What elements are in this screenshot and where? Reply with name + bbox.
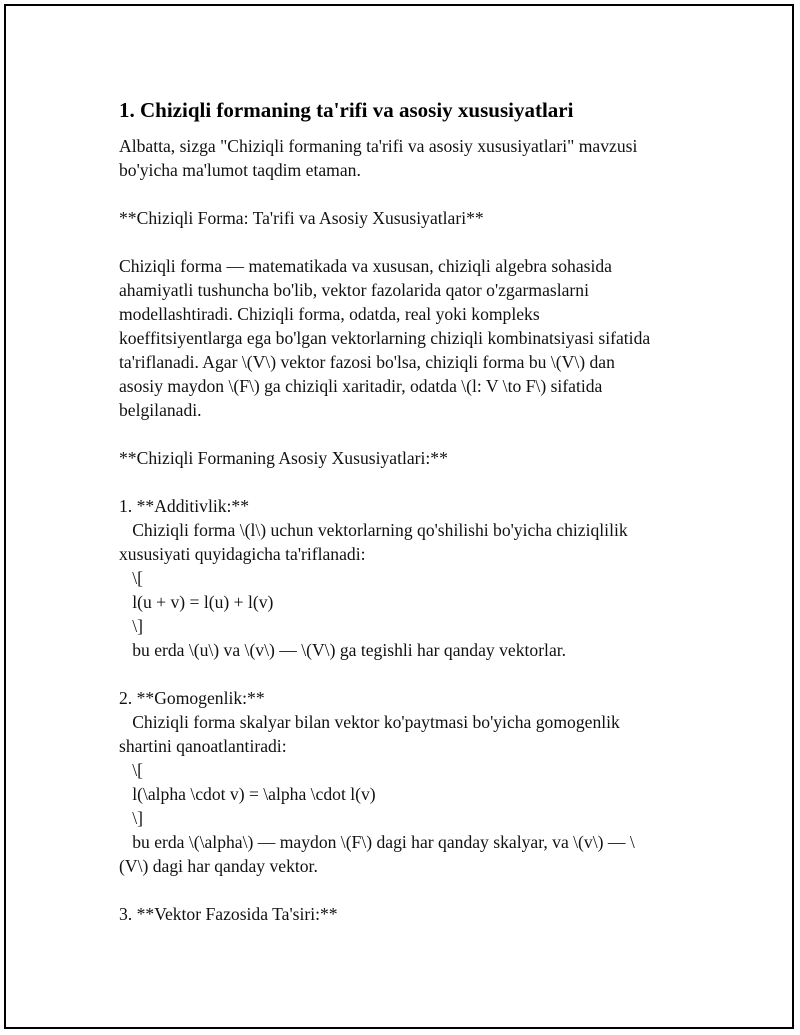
text-line: asosiy maydon \(F\) ga chiziqli xaritadir, odatda \(l: V \to F\) sifatida <box>119 376 603 396</box>
document-title: 1. Chiziqli formaning ta'rifi va asosiy xususiyatlari <box>119 98 574 122</box>
text-line: modellashtiradi. Chiziqli forma, odatda, real yoki kompleks <box>119 304 540 324</box>
blank-line <box>119 470 689 494</box>
text-line: Chiziqli forma — matematikada va xususan, chiziqli algebra sohasida <box>119 256 612 276</box>
section-heading: **Chiziqli Formaning Asosiy Xususiyatlari:** <box>119 448 448 468</box>
text-line: Chiziqli forma skalyar bilan vektor ko'paytmasi bo'yicha gomogenlik <box>119 712 620 732</box>
formula-delimiter: \] <box>119 808 143 828</box>
formula-line: l(\alpha \cdot v) = \alpha \cdot l(v) <box>119 784 376 804</box>
blank-line <box>119 878 689 902</box>
text-line: bo'yicha ma'lumot taqdim etaman. <box>119 160 361 180</box>
blank-line <box>119 182 689 206</box>
list-item-heading: 2. **Gomogenlik:** <box>119 688 265 708</box>
document-body <box>119 96 689 926</box>
page-frame <box>4 4 794 1029</box>
text-line: ahamiyatli tushuncha bo'lib, vektor fazolarida qator o'zgarmaslarni <box>119 280 589 300</box>
text-line: (V\) dagi har qanday vektor. <box>119 856 318 876</box>
section-heading: **Chiziqli Forma: Ta'rifi va Asosiy Xususiyatlari** <box>119 208 484 228</box>
list-item-heading: 3. **Vektor Fazosida Ta'siri:** <box>119 904 338 924</box>
formula-delimiter: \[ <box>119 760 143 780</box>
text-line: Chiziqli forma \(l\) uchun vektorlarning qo'shilishi bo'yicha chiziqlilik <box>119 520 628 540</box>
text-line: Albatta, sizga "Chiziqli formaning ta'rifi va asosiy xususiyatlari" mavzusi <box>119 136 638 156</box>
document-text <box>119 134 689 926</box>
blank-line <box>119 230 689 254</box>
text-line: ta'riflanadi. Agar \(V\) vektor fazosi bo'lsa, chiziqli forma bu \(V\) dan <box>119 352 615 372</box>
text-line: belgilanadi. <box>119 400 202 420</box>
formula-line: l(u + v) = l(u) + l(v) <box>119 592 274 612</box>
text-line: xususiyati quyidagicha ta'riflanadi: <box>119 544 366 564</box>
text-line: bu erda \(\alpha\) — maydon \(F\) dagi har qanday skalyar, va \(v\) — \ <box>119 832 635 852</box>
list-item-heading: 1. **Additivlik:** <box>119 496 250 516</box>
formula-delimiter: \[ <box>119 568 143 588</box>
text-line: koeffitsiyentlarga ega bo'lgan vektorlarning chiziqli kombinatsiyasi sifatida <box>119 328 651 348</box>
blank-line <box>119 422 689 446</box>
formula-delimiter: \] <box>119 616 143 636</box>
blank-line <box>119 662 689 686</box>
text-line: bu erda \(u\) va \(v\) — \(V\) ga tegishli har qanday vektorlar. <box>119 640 567 660</box>
text-line: shartini qanoatlantiradi: <box>119 736 287 756</box>
